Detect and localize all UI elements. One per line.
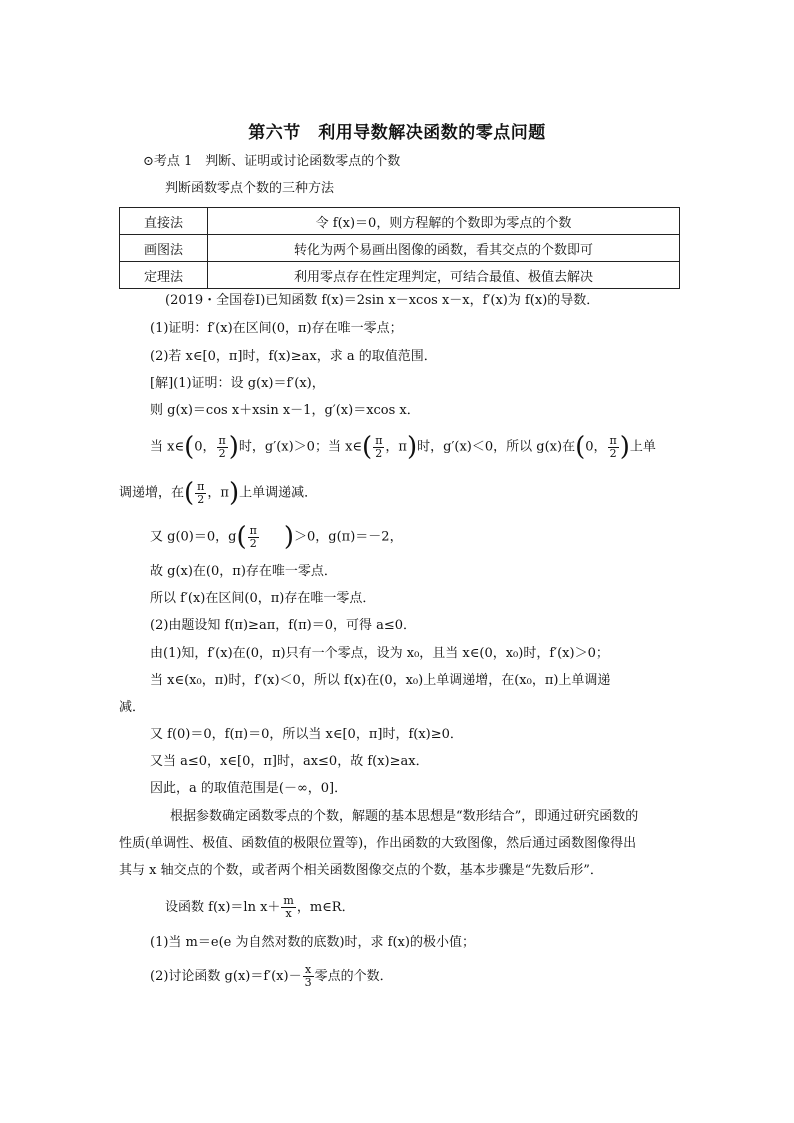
solution-line: 当 x∈(x₀，π)时，f′(x)＜0，所以 f(x)在(0，x₀)上单调递增，在(x₀，π)上单调递	[150, 673, 611, 688]
example2-q1: (1)当 m＝e(e 为自然对数的底数)时，求 f(x)的极小值；	[150, 935, 475, 950]
fraction-pi-over-2: $\frac{\pi}{2}$	[375, 433, 383, 460]
solution-line: 又当 a≤0，x∈[0，π]时，ax≤0，故 f(x)≥ax．	[150, 754, 429, 769]
method-name: 画图法	[120, 235, 208, 262]
table-row	[120, 262, 680, 289]
summary-line: 根据参数确定函数零点的个数，解题的基本思想是“数形结合”，即通过研究函数的	[170, 809, 639, 824]
fraction-m-over-x: $\frac{m}{x}$	[283, 894, 294, 920]
solution-line: 由(1)知，f′(x)在(0，π)只有一个零点，设为 x₀，且当 x∈(0，x₀)时，f′(x)＞0；	[150, 646, 609, 661]
example2-stem: 设函数 f(x)＝ln x＋ $\frac{m}{x}$ ，m∈R．	[165, 894, 355, 920]
fraction-x-over-3: $\frac{x}{3}$	[304, 963, 312, 989]
methods-table	[119, 207, 680, 289]
solution-line-intervals: 当 x∈(0， $\frac{\pi}{2}$ )时，g′(x)＞0；当 x∈( $\frac{\pi}{2}$ ，π)时，g′(x)＜0，所以 g(x)在(0， $\frac{\pi}{2}$ )上单	[150, 432, 656, 462]
fraction-pi-over-2: $\frac{\pi}{2}$	[609, 433, 617, 460]
fraction-pi-over-2: $\frac{\pi}{2}$	[249, 523, 257, 550]
solution-line: 故 g(x)在(0，π)存在唯一零点．	[150, 564, 337, 579]
fraction-pi-over-2: $\frac{\pi}{2}$	[197, 479, 205, 506]
example1-stem: (2019・全国卷Ⅰ)已知函数 f(x)＝2sin x－xcos x－x，f′(x)为 f(x)的导数．	[165, 293, 600, 308]
summary-line: 性质(单调性、极值、函数值的极限位置等)，作出函数的大致图像，然后通过函数图像得出	[119, 836, 637, 851]
solution-line: 所以 f′(x)在区间(0，π)存在唯一零点．	[150, 591, 376, 606]
method-name: 直接法	[120, 208, 208, 235]
solution-line: 又 g(0)＝0，g( $\frac{\pi}{2}$ )＞0，g(π)＝－2，	[150, 522, 403, 552]
table-row	[120, 235, 680, 262]
kaodian-heading: ⊙考点 1 判断、证明或讨论函数零点的个数	[143, 154, 401, 169]
solution-line: 调递增，在( $\frac{\pi}{2}$ ，π)上单调递减．	[119, 478, 318, 508]
method-desc: 令 f(x)＝0，则方程解的个数即为零点的个数	[208, 208, 680, 235]
method-desc: 利用零点存在性定理判定，可结合最值、极值去解决	[208, 262, 680, 289]
solution-line: (2)由题设知 f(π)≥aπ，f(π)＝0，可得 a≤0．	[150, 618, 417, 633]
table-row	[120, 208, 680, 235]
solution-line: 因此，a 的取值范围是(－∞，0]．	[150, 781, 348, 796]
solution-line: 减．	[119, 700, 146, 715]
solution-line: [解](1)证明：设 g(x)＝f′(x)，	[150, 376, 325, 391]
method-name: 定理法	[120, 262, 208, 289]
example1-q1: (1)证明：f′(x)在区间(0，π)存在唯一零点；	[150, 321, 403, 336]
subheading: 判断函数零点个数的三种方法	[165, 181, 335, 196]
fraction-pi-over-2: $\frac{\pi}{2}$	[218, 433, 226, 460]
example2-q2: (2)讨论函数 g(x)＝f′(x)－ $\frac{x}{3}$ 零点的个数．	[150, 963, 393, 989]
summary-line: 其与 x 轴交点的个数，或者两个相关函数图像交点的个数，基本步骤是“先数后形”．	[119, 863, 603, 878]
example1-q2: (2)若 x∈[0，π]时，f(x)≥ax，求 a 的取值范围．	[150, 349, 437, 364]
page-title: 第六节 利用导数解决函数的零点问题	[248, 123, 546, 143]
method-desc: 转化为两个易画出图像的函数，看其交点的个数即可	[208, 235, 680, 262]
solution-line: 则 g(x)＝cos x＋xsin x－1，g′(x)＝xcos x．	[150, 403, 420, 418]
solution-line: 又 f(0)＝0，f(π)＝0，所以当 x∈[0，π]时，f(x)≥0．	[150, 727, 463, 742]
